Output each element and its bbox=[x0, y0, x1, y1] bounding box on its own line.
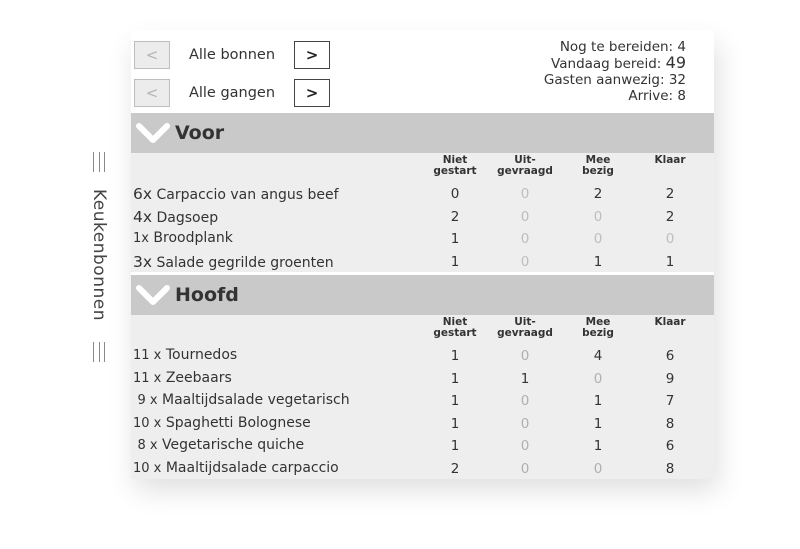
chevron-left-icon: < bbox=[145, 84, 159, 102]
gangen-nav bbox=[134, 79, 330, 107]
side-tab[interactable] bbox=[82, 152, 112, 368]
list-item[interactable]: 4x Dagsoep 2 0 0 2 bbox=[131, 205, 714, 228]
section-title: Hoofd bbox=[175, 284, 239, 306]
next-gang-button[interactable] bbox=[294, 79, 330, 107]
stat-nog-te-bereiden: Nog te bereiden: 4 bbox=[559, 39, 686, 55]
prev-gang-button[interactable] bbox=[134, 79, 170, 107]
col-mee-bezig: Mee bezig bbox=[582, 316, 614, 339]
list-item[interactable]: 8 x Vegetarische quiche 1 0 1 6 bbox=[131, 434, 714, 457]
grip-top-icon bbox=[93, 152, 105, 172]
next-bon-button[interactable] bbox=[294, 41, 330, 69]
stat-gasten-aanwezig: Gasten aanwezig: 32 bbox=[543, 72, 686, 88]
stat-arrive: Arrive: 8 bbox=[628, 88, 686, 104]
col-niet-gestart: Niet gestart bbox=[433, 154, 477, 177]
section-voor-header[interactable] bbox=[131, 113, 714, 153]
chevron-down-icon[interactable] bbox=[131, 275, 175, 315]
list-item[interactable]: 1x Broodplank 1 0 0 0 bbox=[131, 227, 714, 250]
list-item[interactable]: 3x Salade gegrilde groenten 1 0 1 1 bbox=[131, 250, 714, 273]
stat-vandaag-bereid: Vandaag bereid: 49 bbox=[551, 53, 686, 72]
list-item[interactable]: 6x Carpaccio van angus beef 0 0 2 2 bbox=[131, 182, 714, 205]
col-niet-gestart: Niet gestart bbox=[433, 316, 477, 339]
column-headers bbox=[131, 315, 714, 344]
list-item[interactable]: 10 x Maaltijdsalade carpaccio 2 0 0 8 bbox=[131, 457, 714, 480]
column-headers bbox=[131, 153, 714, 182]
chevron-right-icon: > bbox=[305, 84, 319, 102]
section-voor bbox=[131, 113, 714, 272]
bonnen-nav bbox=[134, 41, 330, 69]
chevron-left-icon: < bbox=[145, 46, 159, 64]
kitchen-panel bbox=[131, 30, 714, 476]
panel-header bbox=[131, 30, 714, 113]
list-item[interactable]: 9 x Maaltijdsalade vegetarisch 1 0 1 7 bbox=[131, 389, 714, 412]
section-title: Voor bbox=[175, 122, 225, 144]
stats-block bbox=[544, 39, 686, 104]
list-item[interactable]: 11 x Zeebaars 1 1 0 9 bbox=[131, 367, 714, 390]
col-mee-bezig: Mee bezig bbox=[582, 154, 614, 177]
section-hoofd-header[interactable] bbox=[131, 275, 714, 315]
col-klaar: Klaar bbox=[654, 316, 686, 328]
side-tab-label: Keukenbonnen bbox=[89, 189, 109, 321]
prev-bon-button[interactable] bbox=[134, 41, 170, 69]
chevron-down-icon[interactable] bbox=[131, 113, 175, 153]
section-hoofd bbox=[131, 275, 714, 479]
grip-bottom-icon bbox=[93, 342, 105, 362]
list-item[interactable]: 11 x Tournedos 1 0 4 6 bbox=[131, 344, 714, 367]
list-item[interactable]: 10 x Spaghetti Bolognese 1 0 1 8 bbox=[131, 412, 714, 435]
bonnen-label: Alle bonnen bbox=[188, 47, 276, 63]
col-klaar: Klaar bbox=[654, 154, 686, 166]
chevron-right-icon: > bbox=[305, 46, 319, 64]
gangen-label: Alle gangen bbox=[188, 85, 276, 101]
col-uitgevraagd: Uit- gevraagd bbox=[497, 154, 553, 177]
col-uitgevraagd: Uit- gevraagd bbox=[497, 316, 553, 339]
